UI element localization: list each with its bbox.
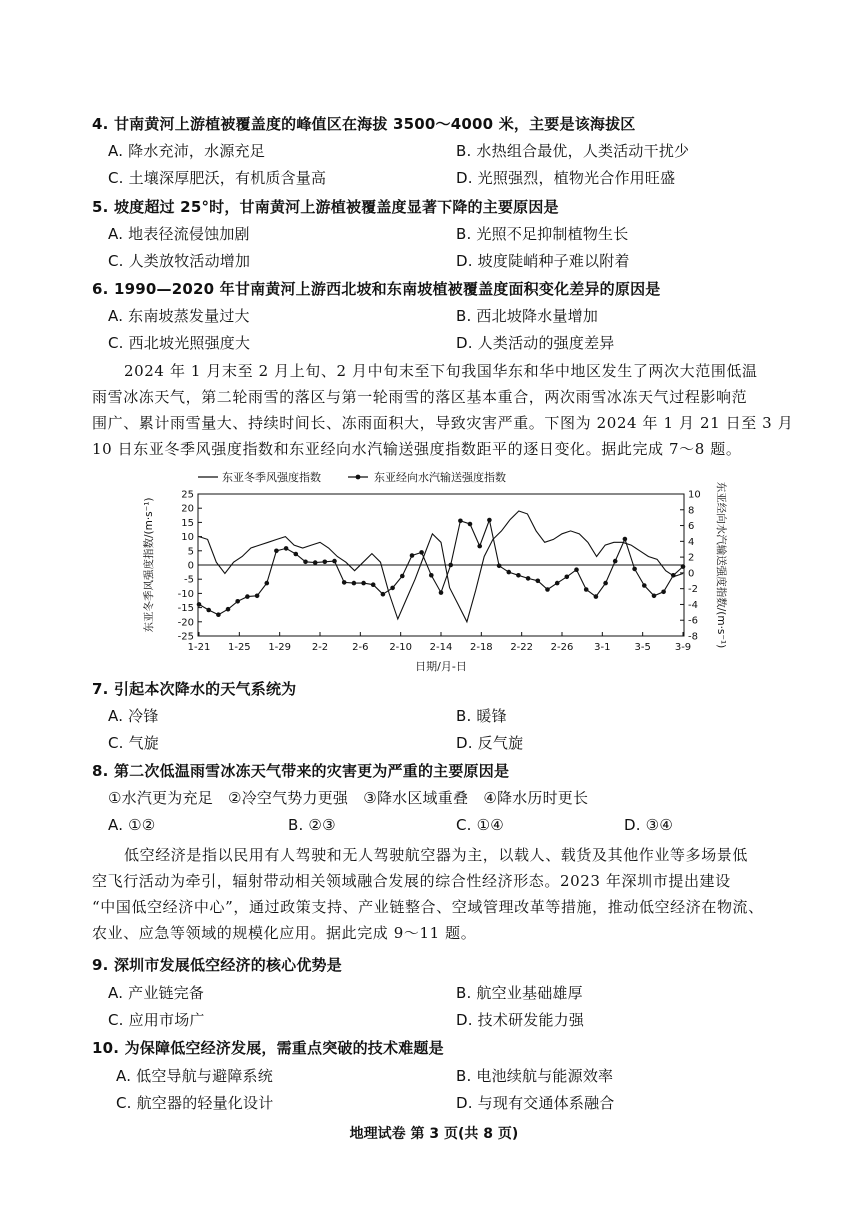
q10-option-c: C. 航空器的轻量化设计 [116,1094,274,1112]
vapor-index-point [497,564,502,569]
q7-option-b: B. 暖锋 [456,707,507,725]
q9-option-c: C. 应用市场广 [108,1011,205,1029]
q5-option-c: C. 人类放牧活动增加 [108,252,251,270]
right-tick-label: 6 [688,521,695,533]
monsoon-vapor-chart [138,466,728,676]
vapor-index-point [216,612,221,617]
q8-option-b: B. ②③ [288,816,336,834]
legend-label-monsoon: 东亚冬季风强度指数 [222,471,321,484]
vapor-index-point [400,574,405,579]
q4-option-d: D. 光照强烈，植物光合作用旺盛 [456,169,676,187]
vapor-index-point [274,549,279,554]
q8-option-c: C. ①④ [456,816,504,834]
x-tick-label: 3-1 [594,642,611,653]
right-tick-label: -6 [688,615,698,627]
vapor-index-point [584,587,589,592]
vapor-index-point [555,581,560,586]
vapor-index-point [507,570,512,575]
vapor-index-point [390,586,395,591]
vapor-index-point [255,594,260,599]
vapor-index-point [536,579,541,584]
vapor-index-point [245,594,250,599]
left-tick-label: 0 [187,560,194,572]
vapor-index-point [429,573,434,578]
q9-option-a: A. 产业链完备 [108,984,205,1002]
q9-option-b: B. 航空业基础雄厚 [456,984,583,1002]
right-axis-label: 东亚经向水汽输送强度指数/(m·s⁻¹) [715,481,727,649]
q9-stem: 9. 深圳市发展低空经济的核心优势是 [92,956,342,974]
q5-option-d: D. 坡度陡峭种子难以附着 [456,252,630,270]
right-tick-label: 2 [688,552,695,564]
x-tick-label: 2-2 [311,642,329,653]
vapor-index-point [681,564,686,569]
vapor-index-point [574,567,579,572]
vapor-index-point [487,518,492,523]
passage2-line-4: 农业、应急等领域的规模化应用。据此完成 9～11 题。 [92,924,477,942]
left-tick-label: 10 [181,532,194,544]
passage1-line-3: 围广、累计雨雪量大、持续时间长、冻雨面积大，导致灾害严重。下图为 2024 年 1 月 21 日至 3 月 [92,414,794,432]
right-tick-label: 8 [688,505,695,517]
page-footer: 地理试卷 第 3 页(共 8 页) [349,1126,519,1142]
q5-option-a: A. 地表径流侵蚀加剧 [108,225,250,243]
left-tick-label: -15 [177,603,194,615]
vapor-index-point [361,581,366,586]
passage2-line-2: 空飞行活动为牵引，辐射带动相关领域融合发展的综合性经济形态。2023 年深圳市提出建设 [92,872,731,890]
x-tick-label: 2-26 [550,642,574,653]
vapor-index-point [410,553,415,558]
left-tick-label: 25 [181,489,194,501]
vapor-index-point [661,590,666,595]
vapor-index-point [226,607,231,612]
vapor-index-point [652,594,657,599]
vapor-index-point [526,576,531,581]
vapor-index-point [565,575,570,580]
vapor-index-point [439,590,444,595]
right-tick-label: 0 [688,568,695,580]
passage2-line-1: 低空经济是指以民用有人驾驶和无人驾驶航空器为主，以载人、载货及其他作业等多场景低 [124,846,749,864]
vapor-index-point [516,573,521,578]
x-axis-label: 日期/月-日 [415,660,467,673]
right-tick-label: -8 [688,631,698,643]
q10-stem: 10. 为保障低空经济发展，需重点突破的技术难题是 [92,1039,444,1057]
vapor-index-point [371,582,376,587]
q10-option-a: A. 低空导航与避障系统 [116,1067,273,1085]
left-tick-label: 20 [181,503,194,515]
q10-option-d: D. 与现有交通体系融合 [456,1094,615,1112]
right-tick-label: 10 [688,489,701,501]
q4-option-c: C. 土壤深厚肥沃，有机质含量高 [108,169,327,187]
vapor-index-point [352,581,357,586]
x-tick-label: 1-21 [187,642,211,653]
q10-option-b: B. 电池续航与能源效率 [456,1067,614,1085]
q6-stem: 6. 1990—2020 年甘南黄河上游西北坡和东南坡植被覆盖度面积变化差异的原因是 [92,280,661,298]
x-tick-label: 2-18 [469,642,493,653]
vapor-index-point [419,550,424,555]
vapor-index-point [197,602,202,607]
left-tick-label: -5 [184,574,194,586]
q8-option-d: D. ③④ [624,816,673,834]
passage1-line-4: 10 日东亚冬季风强度指数和东亚经向水汽输送强度指数距平的逐日变化。据此完成 7～8 题。 [92,440,742,458]
vapor-index-point [235,599,240,604]
vapor-index-point [545,587,550,592]
legend-marker-vapor [356,475,361,480]
q8-statements: ①水汽更为充足 ②冷空气势力更强 ③降水区域重叠 ④降水历时更长 [108,789,589,807]
q8-option-a: A. ①② [108,816,156,834]
q6-option-c: C. 西北坡光照强度大 [108,334,251,352]
vapor-index-point [458,519,463,524]
vapor-index-point [303,560,308,565]
q4-stem: 4. 甘南黄河上游植被覆盖度的峰值区在海拔 3500～4000 米，主要是该海拔区 [92,115,636,133]
left-tick-label: -20 [177,617,194,629]
vapor-index-point [294,552,299,557]
vapor-index-point [468,522,473,527]
left-tick-label: 5 [187,546,194,558]
vapor-index-point [623,537,628,542]
chart-series [197,511,686,622]
vapor-index-point [323,560,328,565]
vapor-index-point [613,559,618,564]
right-tick-label: 4 [688,536,695,548]
left-tick-label: 15 [181,517,194,529]
vapor-index-point [642,583,647,588]
vapor-index-point [477,544,482,549]
vapor-index-point [671,573,676,578]
q7-option-d: D. 反气旋 [456,734,524,752]
passage1-line-2: 雨雪冰冻天气，第二轮雨雪的落区与第一轮雨雪的落区基本重合，两次雨雪冰冻天气过程影响范 [92,388,748,406]
q4-option-a: A. 降水充沛，水源充足 [108,142,265,160]
vapor-index-point [632,567,637,572]
q7-option-a: A. 冷锋 [108,707,159,725]
x-tick-label: 2-10 [389,642,413,653]
q7-option-c: C. 气旋 [108,734,160,752]
q8-stem: 8. 第二次低温雨雪冰冻天气带来的灾害更为严重的主要原因是 [92,762,510,780]
left-tick-label: -10 [177,588,194,600]
vapor-index-point [342,580,347,585]
vapor-index-point [603,581,608,586]
q4-option-b: B. 水热组合最优，人类活动干扰少 [456,142,690,160]
legend-label-vapor: 东亚经向水汽输送强度指数 [374,471,506,484]
q5-stem: 5. 坡度超过 25°时，甘南黄河上游植被覆盖度显著下降的主要原因是 [92,198,559,216]
q5-option-b: B. 光照不足抑制植物生长 [456,225,629,243]
right-tick-label: -4 [688,599,698,611]
q6-option-d: D. 人类活动的强度差异 [456,334,615,352]
x-tick-label: 2-6 [352,642,369,653]
passage2-line-3: “中国低空经济中心”，通过政策支持、产业链整合、空域管理改革等措施，推动低空经济在物流、 [92,898,764,916]
x-tick-label: 1-29 [268,642,292,653]
right-tick-label: -2 [688,584,698,596]
vapor-index-point [313,560,318,565]
vapor-index-point [332,559,337,564]
x-tick-label: 2-14 [429,642,453,653]
q9-option-d: D. 技术研发能力强 [456,1011,585,1029]
x-tick-label: 3-5 [634,642,651,653]
x-axis-ticks [188,632,692,653]
vapor-index-point [381,592,386,597]
vapor-index-point [284,546,289,551]
vapor-index-point [594,594,599,599]
left-tick-label: -25 [177,631,194,643]
passage1-line-1: 2024 年 1 月末至 2 月上旬、2 月中旬末至下旬我国华东和华中地区发生了两次大范围低温 [124,362,758,380]
x-tick-label: 3-9 [674,642,692,653]
x-tick-label: 1-25 [227,642,251,653]
left-axis-label: 东亚冬季风强度指数/(m·s⁻¹) [143,497,155,633]
chart-legend [198,470,506,484]
q6-option-b: B. 西北坡降水量增加 [456,307,599,325]
q7-stem: 7. 引起本次降水的天气系统为 [92,680,297,698]
vapor-index-point [448,563,453,568]
x-tick-label: 2-22 [510,642,534,653]
q6-option-a: A. 东南坡蒸发量过大 [108,307,250,325]
vapor-index-point [206,608,211,613]
vapor-index-point [265,581,270,586]
vapor-index-line [199,520,683,615]
